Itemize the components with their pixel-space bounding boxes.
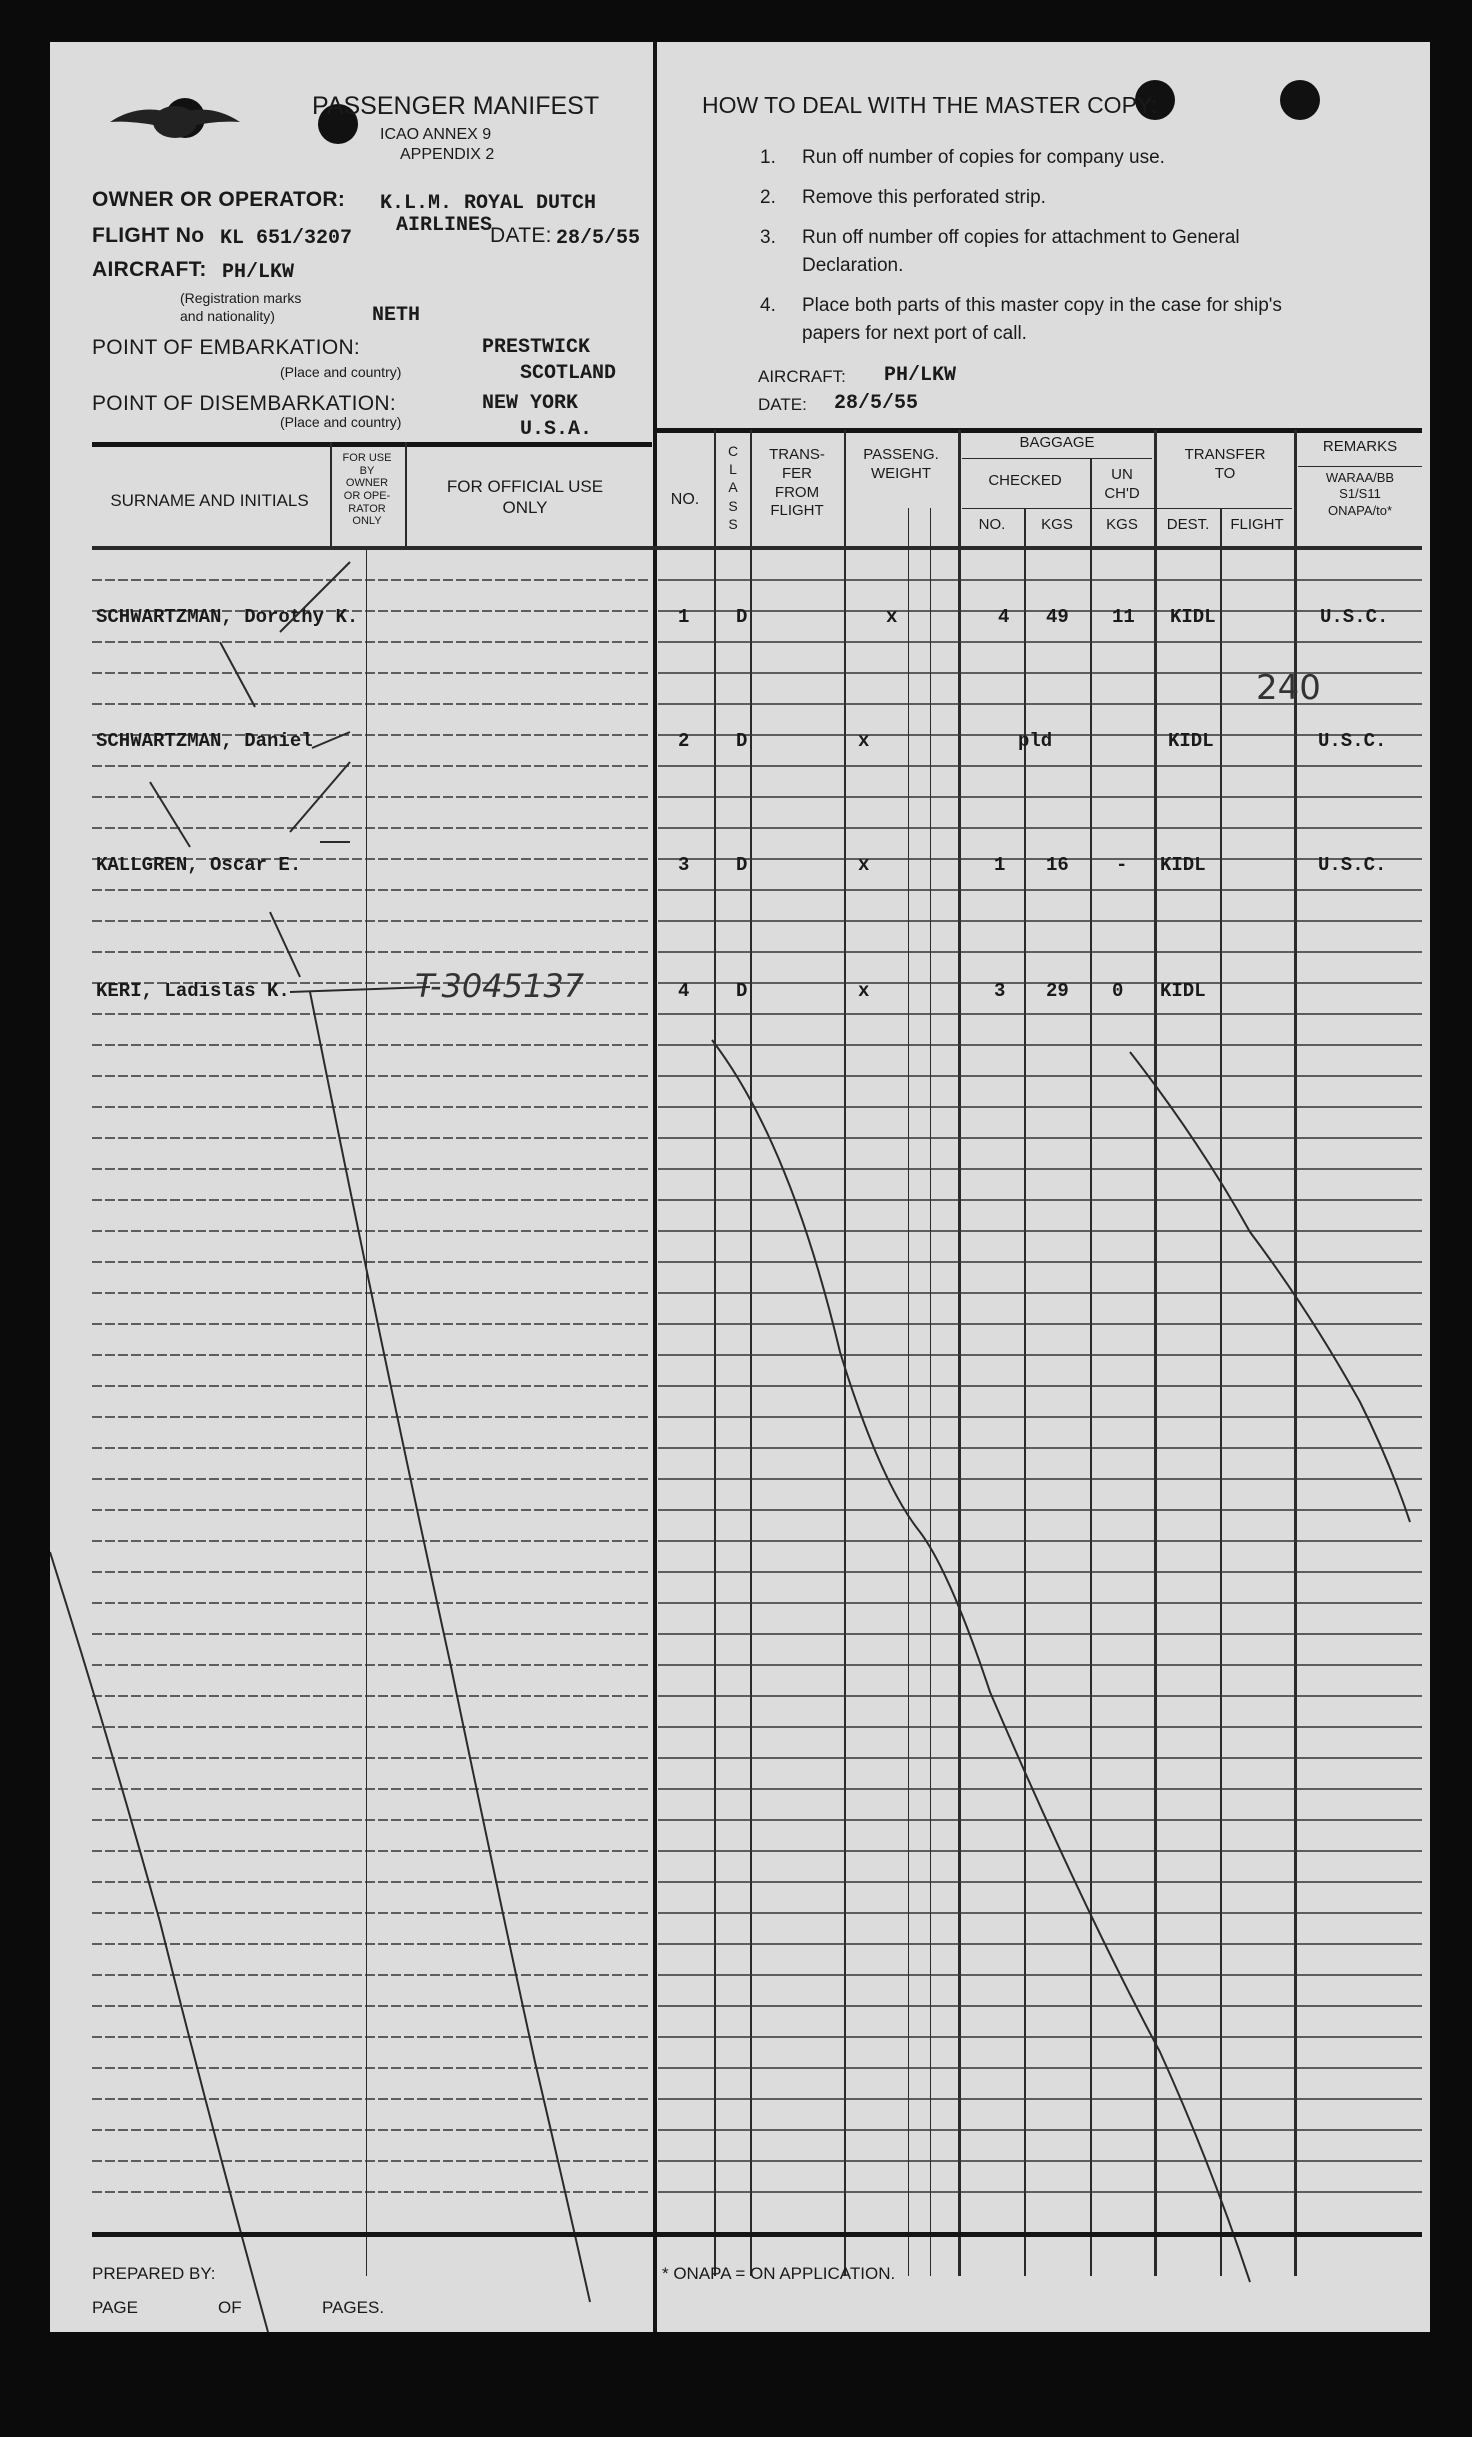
unch-kgs: 0 <box>1112 980 1124 1002</box>
bag-no: 4 <box>998 606 1010 628</box>
bag-no: 3 <box>994 980 1006 1002</box>
passenger-no: 1 <box>678 606 690 628</box>
disembarkation-place: NEW YORK <box>482 392 579 415</box>
instr-aircraft-value: PH/LKW <box>884 364 957 387</box>
bag-kgs: 29 <box>1046 980 1069 1002</box>
handwritten-official-number: T-3045137 <box>415 967 585 1005</box>
instruction-2-text: Remove this perforated strip. <box>802 187 1046 208</box>
passenger-class: D <box>736 854 748 876</box>
dest: KIDL <box>1160 980 1206 1002</box>
bag-kgs: 49 <box>1046 606 1069 628</box>
col-remarks: REMARKS <box>1322 438 1398 455</box>
embarkation-country: SCOTLAND <box>520 362 617 385</box>
bag-kgs: pld <box>1018 730 1053 752</box>
passenger-no: 3 <box>678 854 690 876</box>
instruction-4-text-cont: papers for next port of call. <box>802 323 1027 344</box>
page-label: PAGE <box>92 2298 138 2317</box>
col-transfer-to: TRANSFER TO <box>1184 446 1266 482</box>
instruction-2-num: 2. <box>760 187 776 208</box>
col-flight: FLIGHT <box>1230 516 1284 533</box>
passenger-no: 4 <box>678 980 690 1002</box>
instruction-3-num: 3. <box>760 227 776 248</box>
instr-date-value: 28/5/55 <box>834 392 919 415</box>
passenger-name: KERI, Ladislas K. <box>96 980 290 1002</box>
owner-value: K.L.M. ROYAL DUTCH <box>380 192 597 215</box>
passenger-class: D <box>736 606 748 628</box>
instruction-1-num: 1. <box>760 147 776 168</box>
disembarkation-note: (Place and country) <box>280 414 402 430</box>
flight-label: FLIGHT No <box>92 224 205 247</box>
nationality-value: NETH <box>372 304 421 327</box>
dest: KIDL <box>1160 854 1206 876</box>
remarks: U.S.C. <box>1318 730 1387 752</box>
disembarkation-country: U.S.A. <box>520 418 593 441</box>
instruction-4-num: 4. <box>760 295 776 316</box>
of-label: OF <box>218 2298 242 2317</box>
remarks: U.S.C. <box>1318 854 1387 876</box>
col-baggage: BAGGAGE <box>1019 434 1095 451</box>
col-remarks-sub: WARAA/BB S1/S11 ONAPA/to* <box>1325 470 1395 518</box>
embarkation-note: (Place and country) <box>280 364 402 380</box>
passenger-weight: x <box>858 854 870 876</box>
annex-label: ICAO ANNEX 9 <box>380 126 492 143</box>
footer-top-rule <box>92 2232 1422 2237</box>
disembarkation-label: POINT OF DISEMBARKATION: <box>92 392 396 415</box>
col-bag-kgs: KGS <box>1041 516 1073 533</box>
passenger-name: KALLGREN, Oscar E. <box>96 854 302 876</box>
col-official-use: FOR OFFICIAL USE ONLY <box>446 477 604 518</box>
instruction-3-text-cont: Declaration. <box>802 255 904 276</box>
owner-label: OWNER OR OPERATOR: <box>92 188 346 211</box>
pen-strokes <box>50 42 1430 2332</box>
col-unch-kgs: KGS <box>1106 516 1138 533</box>
pages-label: PAGES. <box>322 2298 385 2317</box>
embarkation-label: POINT OF EMBARKATION: <box>92 336 361 359</box>
instruction-4-text: Place both parts of this master copy in the case for ship's <box>802 295 1282 316</box>
dest: KIDL <box>1168 730 1214 752</box>
passenger-weight: x <box>858 980 870 1002</box>
manifest-title: PASSENGER MANIFEST <box>312 92 600 120</box>
unch-kgs: - <box>1116 854 1128 876</box>
remarks: U.S.C. <box>1320 606 1389 628</box>
passenger-weight: x <box>858 730 870 752</box>
col-unchecked: UN CH'D <box>1104 466 1140 502</box>
col-passenger-weight: PASSENG. WEIGHT <box>863 446 939 482</box>
passenger-no: 2 <box>678 730 690 752</box>
instructions-title: HOW TO DEAL WITH THE MASTER COPY: <box>702 92 1158 118</box>
col-owner-use: FOR USE BY OWNER OR OPE- RATOR ONLY <box>342 452 392 528</box>
registration-note: (Registration marks <box>180 290 302 306</box>
date-label: DATE: <box>490 224 552 247</box>
bag-kgs: 16 <box>1046 854 1069 876</box>
passenger-class: D <box>736 980 748 1002</box>
instr-date-label: DATE: <box>758 395 807 414</box>
flight-value: KL 651/3207 <box>220 227 353 250</box>
passenger-weight: x <box>886 606 898 628</box>
date-value: 28/5/55 <box>556 227 641 250</box>
passenger-class: D <box>736 730 748 752</box>
dest: KIDL <box>1170 606 1216 628</box>
col-class: C L A S S <box>727 443 739 532</box>
col-surname: SURNAME AND INITIALS <box>110 491 309 510</box>
appendix-label: APPENDIX 2 <box>400 146 495 163</box>
col-checked: CHECKED <box>988 472 1062 489</box>
passenger-name: SCHWARTZMAN, Daniel <box>96 730 313 752</box>
instr-aircraft-label: AIRCRAFT: <box>758 367 846 386</box>
col-dest: DEST. <box>1166 516 1210 533</box>
col-no: NO. <box>670 491 700 508</box>
embarkation-place: PRESTWICK <box>482 336 591 359</box>
bag-no: 1 <box>994 854 1006 876</box>
col-transfer-from: TRANS- FER FROM FLIGHT <box>769 446 825 520</box>
aircraft-value: PH/LKW <box>222 261 295 284</box>
nationality-note: and nationality) <box>180 308 275 324</box>
aircraft-label: AIRCRAFT: <box>92 258 207 281</box>
unch-kgs: 11 <box>1112 606 1135 628</box>
manifest-sheet <box>50 42 1430 2332</box>
passenger-name: SCHWARTZMAN, Dorothy K. <box>96 606 359 628</box>
owner-value-cont: AIRLINES <box>396 214 493 237</box>
onapa-note: * ONAPA = ON APPLICATION. <box>662 2264 896 2283</box>
prepared-by-label: PREPARED BY: <box>92 2264 216 2283</box>
handwritten-margin-note: 240 <box>1256 668 1321 708</box>
instruction-3-text: Run off number off copies for attachment to General <box>802 227 1240 248</box>
col-bag-no: NO. <box>978 516 1006 533</box>
instruction-1-text: Run off number of copies for company use. <box>802 147 1165 168</box>
